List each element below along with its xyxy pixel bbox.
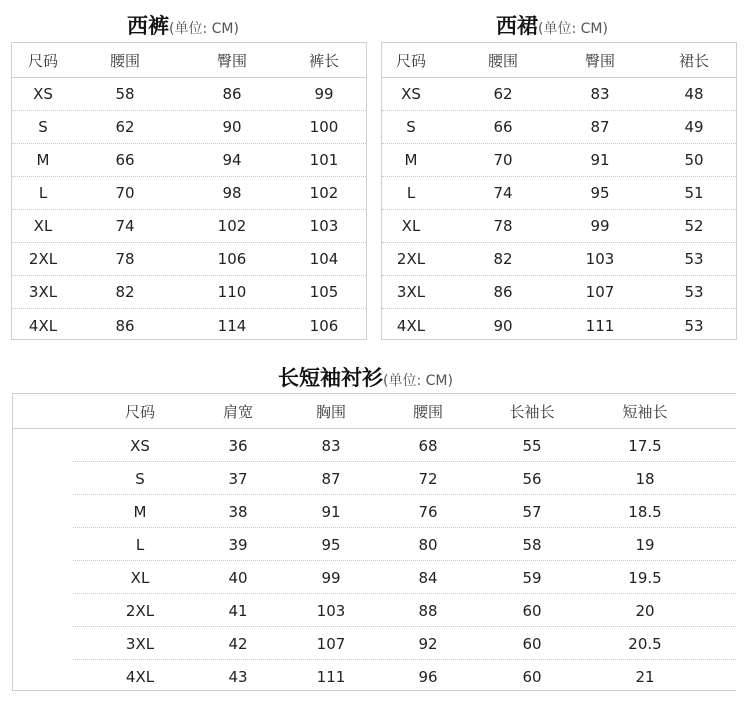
pants-header-cell: 腰围 <box>109 51 140 70</box>
skirt-table-row <box>382 78 736 111</box>
shirt-table-cell: 60 <box>522 634 542 653</box>
skirt-table-row <box>382 111 736 144</box>
pants-header-cell: 尺码 <box>27 51 58 70</box>
skirt-header-cell: 尺码 <box>395 51 426 70</box>
skirt-table-cell: 53 <box>684 283 704 301</box>
skirt-table-cell: 51 <box>684 184 704 202</box>
pants-table-cell: 90 <box>222 118 242 136</box>
shirt-header-cell: 腰围 <box>412 403 443 421</box>
pants-table-cell: 100 <box>309 118 339 136</box>
shirt-table-cell: 107 <box>316 634 346 653</box>
skirt-title <box>496 10 608 40</box>
shirt-table-cell: 55 <box>522 436 542 455</box>
shirt-table-row <box>13 462 736 495</box>
skirt-table-cell: 53 <box>684 316 704 335</box>
shirt-table-cell: 60 <box>522 667 542 686</box>
pants-table-cell: 114 <box>217 316 247 335</box>
pants-title <box>127 10 239 40</box>
pants-table-row <box>12 243 366 276</box>
skirt-table-row <box>382 144 736 177</box>
pants-table-cell: M <box>36 151 50 169</box>
pants-table-cell: 102 <box>309 184 339 202</box>
shirt-table-cell: 18.5 <box>628 502 662 521</box>
pants-table-cell: 78 <box>115 250 135 268</box>
shirt-table-cell: 19 <box>635 535 655 554</box>
shirt-table-cell: 21 <box>635 667 655 686</box>
pants-header-cell: 臀围 <box>216 51 247 70</box>
pants-table-cell: L <box>38 184 48 202</box>
shirt-table-row <box>13 495 736 528</box>
pants-table-cell: 104 <box>309 250 339 268</box>
shirt-table-cell: 42 <box>228 634 248 653</box>
pants-table-cell: 2XL <box>28 250 58 268</box>
shirt-table-row <box>13 561 736 594</box>
skirt-table-cell: S <box>406 118 416 136</box>
pants-table-cell: 101 <box>309 151 339 169</box>
skirt-table-cell: L <box>406 184 416 202</box>
skirt-table-cell: 52 <box>684 217 704 235</box>
shirt-table-row <box>13 660 736 693</box>
shirt-table-cell: 56 <box>522 469 542 488</box>
skirt-table-row <box>382 309 736 342</box>
skirt-table-cell: 50 <box>684 151 704 169</box>
pants-table-row <box>12 210 366 243</box>
skirt-table-cell: 82 <box>493 250 513 268</box>
shirt-table-cell: 60 <box>522 601 542 620</box>
pants-size-table <box>11 42 367 340</box>
shirt-table-cell: 18 <box>635 469 655 488</box>
shirt-table-cell: 20 <box>635 601 655 620</box>
shirt-table-cell: 43 <box>228 667 248 686</box>
shirt-header-cell: 短袖长 <box>622 403 668 421</box>
shirt-header-cell: 长袖长 <box>509 403 555 421</box>
shirt-table-cell: 40 <box>228 568 248 587</box>
skirt-size-table <box>381 42 737 340</box>
skirt-header-cell: 臀围 <box>584 51 615 70</box>
pants-table-row <box>12 309 366 342</box>
shirt-table-cell: 91 <box>321 502 341 521</box>
skirt-table-cell: 70 <box>493 151 513 169</box>
pants-table-cell: 66 <box>115 151 135 169</box>
shirt-table-cell: XL <box>130 568 150 587</box>
shirt-table-row <box>13 528 736 561</box>
pants-table-cell: 86 <box>222 85 242 103</box>
skirt-table-cell: 3XL <box>396 283 426 301</box>
pants-unit: (单位: CM) <box>169 21 239 37</box>
pants-table-row <box>12 111 366 144</box>
pants-table-cell: 86 <box>115 316 135 335</box>
shirt-table-cell: 80 <box>418 535 438 554</box>
pants-table-cell: S <box>38 118 48 136</box>
shirt-header-cell: 尺码 <box>124 403 155 421</box>
shirt-table-cell: 103 <box>316 601 346 620</box>
skirt-table-cell: 74 <box>493 184 513 202</box>
shirt-table-cell: 84 <box>418 568 438 587</box>
pants-header-row <box>12 43 366 78</box>
pants-table-cell: 3XL <box>28 283 58 301</box>
shirt-table-cell: M <box>133 502 147 521</box>
pants-table-cell: 4XL <box>28 316 58 335</box>
pants-table-cell: 110 <box>217 283 247 301</box>
skirt-unit: (单位: CM) <box>538 21 608 37</box>
pants-table-cell: 105 <box>309 283 339 301</box>
pants-table-cell: 62 <box>115 118 135 136</box>
shirt-header-row <box>13 394 736 429</box>
shirt-table-cell: XS <box>130 436 150 455</box>
skirt-table-cell: 53 <box>684 250 704 268</box>
shirt-table-cell: 58 <box>522 535 542 554</box>
shirt-table-cell: 3XL <box>125 634 155 653</box>
shirt-table-cell: 88 <box>418 601 438 620</box>
shirt-table-cell: 20.5 <box>628 634 662 653</box>
skirt-table-cell: 87 <box>590 118 610 136</box>
pants-header-cell: 裤长 <box>308 51 339 70</box>
pants-table-cell: 74 <box>115 217 135 235</box>
shirt-table-cell: 2XL <box>125 601 155 620</box>
pants-table-cell: 106 <box>309 316 339 335</box>
skirt-table-cell: 62 <box>493 85 513 103</box>
pants-table-row <box>12 177 366 210</box>
shirt-unit: (单位: CM) <box>383 373 453 389</box>
skirt-table-cell: 48 <box>684 85 704 103</box>
skirt-table-row <box>382 276 736 309</box>
pants-table-cell: XL <box>33 217 53 235</box>
skirt-table-cell: XS <box>401 85 421 103</box>
shirt-table-cell: 36 <box>228 436 248 455</box>
skirt-table-cell: 4XL <box>396 316 426 335</box>
shirt-table-cell: 4XL <box>125 667 155 686</box>
skirt-table-cell: XL <box>401 217 421 235</box>
shirt-table-cell: 72 <box>418 469 438 488</box>
shirt-header-cell: 胸围 <box>315 403 346 421</box>
skirt-table-cell: 83 <box>590 85 610 103</box>
shirt-table-cell: 76 <box>418 502 438 521</box>
skirt-header-cell: 腰围 <box>487 51 518 70</box>
pants-table-cell: 94 <box>222 151 242 169</box>
shirt-size-table <box>12 393 736 691</box>
shirt-table-cell: 57 <box>522 502 542 521</box>
shirt-table-cell: 59 <box>522 568 542 587</box>
pants-table-cell: 99 <box>314 85 334 103</box>
shirt-table-cell: 68 <box>418 436 438 455</box>
skirt-table-cell: 111 <box>585 316 615 335</box>
pants-table-row <box>12 276 366 309</box>
shirt-table-cell: L <box>135 535 145 554</box>
skirt-header-cell: 裙长 <box>678 51 709 70</box>
pants-table-cell: 98 <box>222 184 242 202</box>
shirt-table-cell: 37 <box>228 469 248 488</box>
shirt-table-cell: 92 <box>418 634 438 653</box>
shirt-title-text: 长短袖衬衫 <box>278 366 383 390</box>
shirt-table-cell: 99 <box>321 568 341 587</box>
pants-table-cell: 82 <box>115 283 135 301</box>
skirt-table-cell: 99 <box>590 217 610 235</box>
shirt-table-cell: 19.5 <box>628 568 662 587</box>
skirt-table-cell: 78 <box>493 217 513 235</box>
shirt-header-cell: 肩宽 <box>222 403 253 421</box>
shirt-table-cell: 111 <box>316 667 346 686</box>
skirt-table-cell: 95 <box>590 184 610 202</box>
shirt-table-cell: 87 <box>321 469 341 488</box>
skirt-table-cell: 107 <box>585 283 615 301</box>
pants-table-cell: 58 <box>115 85 135 103</box>
pants-table-cell: 103 <box>309 217 339 235</box>
skirt-table-row <box>382 210 736 243</box>
skirt-table-cell: 49 <box>684 118 704 136</box>
shirt-table-cell: S <box>135 469 145 488</box>
shirt-table-cell: 41 <box>228 601 248 620</box>
pants-table-row <box>12 144 366 177</box>
skirt-table-cell: 103 <box>585 250 615 268</box>
pants-title-text: 西裤 <box>127 14 169 38</box>
shirt-table-row <box>13 627 736 660</box>
pants-table-cell: XS <box>33 85 53 103</box>
shirt-table-cell: 38 <box>228 502 248 521</box>
shirt-table-row <box>13 594 736 627</box>
skirt-table-cell: 90 <box>493 316 513 335</box>
pants-table-cell: 106 <box>217 250 247 268</box>
shirt-table-cell: 95 <box>321 535 341 554</box>
pants-table-row <box>12 78 366 111</box>
shirt-table-cell: 39 <box>228 535 248 554</box>
skirt-table-cell: M <box>404 151 418 169</box>
skirt-header-row <box>382 43 736 78</box>
shirt-title <box>278 362 453 392</box>
shirt-table-cell: 17.5 <box>628 436 662 455</box>
skirt-table-cell: 66 <box>493 118 513 136</box>
skirt-table-row <box>382 177 736 210</box>
shirt-table-cell: 96 <box>418 667 438 686</box>
pants-table-cell: 70 <box>115 184 135 202</box>
skirt-table-cell: 2XL <box>396 250 426 268</box>
skirt-title-text: 西裙 <box>496 14 538 38</box>
shirt-table-row <box>13 429 736 462</box>
skirt-table-cell: 91 <box>590 151 610 169</box>
skirt-table-row <box>382 243 736 276</box>
pants-table-cell: 102 <box>217 217 247 235</box>
shirt-table-cell: 83 <box>321 436 341 455</box>
skirt-table-cell: 86 <box>493 283 513 301</box>
